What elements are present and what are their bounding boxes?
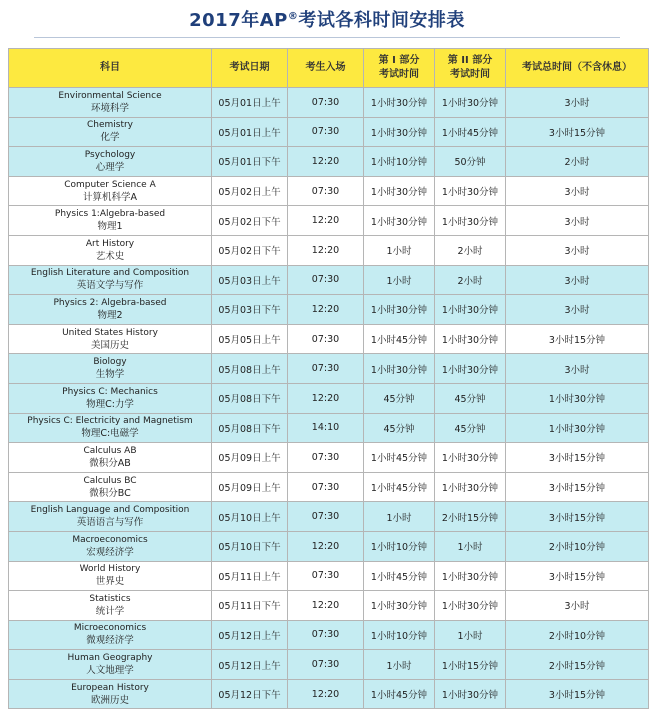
table-row	[9, 235, 649, 265]
subject-cell	[9, 235, 212, 265]
table-row	[9, 413, 649, 443]
part2-duration-cell: 1小时30分钟	[435, 324, 506, 354]
subject-chinese: 生物学	[95, 369, 125, 381]
date-cell: 05月09日上午	[212, 443, 288, 473]
header-part2-line2: 考试时间	[450, 69, 490, 80]
table-row	[9, 650, 649, 680]
total-duration-cell: 3小时	[506, 591, 649, 621]
total-duration-cell: 1小时30分钟	[506, 383, 649, 413]
header-part2	[435, 49, 506, 88]
header-date: 考试日期	[212, 49, 288, 88]
part2-duration-cell: 1小时15分钟	[435, 650, 506, 680]
subject-english: Biology	[93, 357, 127, 368]
part1-duration-cell: 1小时45分钟	[364, 679, 435, 709]
subject-english: Chemistry	[86, 120, 134, 131]
header-part2-line1: 第 II 部分	[447, 55, 493, 66]
table-row	[9, 117, 649, 147]
date-cell: 05月10日下午	[212, 531, 288, 561]
subject-cell	[9, 591, 212, 621]
subject-english: Physics 1:Algebra-based	[54, 209, 166, 220]
subject-cell	[9, 620, 212, 650]
date-cell: 05月03日下午	[212, 295, 288, 325]
part2-duration-cell: 2小时	[435, 265, 506, 295]
date-cell: 05月11日上午	[212, 561, 288, 591]
subject-english: Microeconomics	[73, 623, 147, 634]
subject-cell	[9, 561, 212, 591]
part1-duration-cell: 1小时	[364, 650, 435, 680]
header-entry: 考生入场	[288, 49, 364, 88]
table-row	[9, 147, 649, 177]
subject-english: European History	[71, 682, 149, 693]
schedule-table	[8, 48, 649, 709]
entry-time-cell: 07:30	[288, 265, 364, 295]
table-row	[9, 88, 649, 118]
table-row	[9, 265, 649, 295]
subject-cell	[9, 117, 212, 147]
header-total: 考试总时间（不含休息）	[506, 49, 649, 88]
subject-english: Physics C: Electricity and Magnetism	[27, 416, 193, 427]
subject-english: Computer Science A	[64, 179, 156, 190]
table-row	[9, 502, 649, 532]
part1-duration-cell: 1小时	[364, 502, 435, 532]
part1-duration-cell: 1小时10分钟	[364, 147, 435, 177]
entry-time-cell: 07:30	[288, 324, 364, 354]
table-row	[9, 561, 649, 591]
date-cell: 05月01日下午	[212, 147, 288, 177]
subject-chinese: 欧洲历史	[90, 694, 129, 706]
part2-duration-cell: 1小时30分钟	[435, 88, 506, 118]
subject-chinese: 艺术史	[95, 250, 125, 262]
date-cell: 05月12日上午	[212, 650, 288, 680]
part2-duration-cell: 1小时30分钟	[435, 679, 506, 709]
part1-duration-cell: 1小时45分钟	[364, 561, 435, 591]
part2-duration-cell: 1小时30分钟	[435, 206, 506, 236]
subject-english: Physics 2: Algebra-based	[53, 297, 167, 308]
part1-duration-cell: 1小时	[364, 265, 435, 295]
subject-chinese: 微观经济学	[86, 635, 134, 647]
entry-time-cell: 12:20	[288, 679, 364, 709]
title-main: 2017年AP	[189, 10, 288, 31]
entry-time-cell: 12:20	[288, 531, 364, 561]
table-row	[9, 206, 649, 236]
part1-duration-cell: 1小时45分钟	[364, 443, 435, 473]
entry-time-cell: 12:20	[288, 591, 364, 621]
total-duration-cell: 3小时15分钟	[506, 679, 649, 709]
total-duration-cell: 2小时15分钟	[506, 650, 649, 680]
table-row	[9, 324, 649, 354]
part2-duration-cell: 1小时	[435, 531, 506, 561]
subject-english: Macroeconomics	[72, 534, 148, 545]
part2-duration-cell: 45分钟	[435, 413, 506, 443]
subject-english: Art History	[85, 238, 135, 249]
subject-chinese: 英语文学与写作	[76, 280, 144, 292]
total-duration-cell: 3小时15分钟	[506, 117, 649, 147]
part1-duration-cell: 1小时30分钟	[364, 354, 435, 384]
page-title	[0, 6, 654, 32]
date-cell: 05月03日上午	[212, 265, 288, 295]
date-cell: 05月05日上午	[212, 324, 288, 354]
total-duration-cell: 1小时30分钟	[506, 413, 649, 443]
subject-chinese: 美国历史	[90, 339, 129, 351]
subject-cell	[9, 502, 212, 532]
subject-english: Physics C: Mechanics	[62, 386, 158, 397]
table-row	[9, 354, 649, 384]
total-duration-cell: 3小时	[506, 235, 649, 265]
part2-duration-cell: 1小时45分钟	[435, 117, 506, 147]
subject-english: Psychology	[84, 149, 136, 160]
part1-duration-cell: 1小时10分钟	[364, 531, 435, 561]
total-duration-cell: 3小时15分钟	[506, 324, 649, 354]
entry-time-cell: 12:20	[288, 206, 364, 236]
title-registered-mark: ®	[287, 11, 299, 22]
part2-duration-cell: 1小时30分钟	[435, 354, 506, 384]
subject-chinese: 计算机科学A	[83, 191, 137, 203]
part2-duration-cell: 50分钟	[435, 147, 506, 177]
table-row	[9, 679, 649, 709]
title-divider	[34, 37, 620, 38]
subject-cell	[9, 324, 212, 354]
date-cell: 05月12日下午	[212, 679, 288, 709]
date-cell: 05月10日上午	[212, 502, 288, 532]
date-cell: 05月09日上午	[212, 472, 288, 502]
date-cell: 05月02日下午	[212, 235, 288, 265]
subject-chinese: 人文地理学	[86, 665, 134, 677]
subject-chinese: 统计学	[95, 605, 125, 617]
subject-chinese: 世界史	[95, 576, 125, 588]
subject-chinese: 心理学	[95, 161, 125, 173]
part2-duration-cell: 1小时	[435, 620, 506, 650]
total-duration-cell: 2小时10分钟	[506, 620, 649, 650]
date-cell: 05月08日上午	[212, 354, 288, 384]
entry-time-cell: 12:20	[288, 295, 364, 325]
total-duration-cell: 2小时	[506, 147, 649, 177]
subject-english: United States History	[62, 327, 158, 338]
part1-duration-cell: 1小时30分钟	[364, 591, 435, 621]
header-subject: 科目	[9, 49, 212, 88]
part1-duration-cell: 1小时30分钟	[364, 206, 435, 236]
total-duration-cell: 3小时	[506, 354, 649, 384]
subject-chinese: 宏观经济学	[86, 546, 134, 558]
header-part1-line1: 第 I 部分	[378, 55, 420, 66]
subject-cell	[9, 472, 212, 502]
subject-chinese: 物理C:力学	[86, 398, 134, 410]
subject-chinese: 化学	[100, 132, 120, 144]
date-cell: 05月02日上午	[212, 176, 288, 206]
header-part1	[364, 49, 435, 88]
part1-duration-cell: 1小时10分钟	[364, 620, 435, 650]
subject-cell	[9, 176, 212, 206]
table-row	[9, 531, 649, 561]
subject-cell	[9, 443, 212, 473]
table-row	[9, 176, 649, 206]
part1-duration-cell: 1小时	[364, 235, 435, 265]
entry-time-cell: 12:20	[288, 235, 364, 265]
subject-english: Environmental Science	[58, 90, 162, 101]
date-cell: 05月02日下午	[212, 206, 288, 236]
part2-duration-cell: 1小时30分钟	[435, 176, 506, 206]
subject-chinese: 环境科学	[90, 102, 129, 114]
date-cell: 05月12日上午	[212, 620, 288, 650]
date-cell: 05月08日下午	[212, 413, 288, 443]
subject-cell	[9, 413, 212, 443]
table-row	[9, 620, 649, 650]
entry-time-cell: 12:20	[288, 383, 364, 413]
total-duration-cell: 3小时	[506, 88, 649, 118]
entry-time-cell: 07:30	[288, 620, 364, 650]
header-part1-line2: 考试时间	[379, 69, 419, 80]
entry-time-cell: 12:20	[288, 147, 364, 177]
part1-duration-cell: 45分钟	[364, 383, 435, 413]
subject-chinese: 物理C:电磁学	[81, 428, 139, 440]
subject-cell	[9, 354, 212, 384]
subject-chinese: 物理2	[97, 309, 123, 321]
total-duration-cell: 3小时	[506, 295, 649, 325]
date-cell: 05月01日上午	[212, 117, 288, 147]
part2-duration-cell: 1小时30分钟	[435, 472, 506, 502]
total-duration-cell: 3小时15分钟	[506, 472, 649, 502]
part2-duration-cell: 2小时15分钟	[435, 502, 506, 532]
entry-time-cell: 07:30	[288, 472, 364, 502]
total-duration-cell: 2小时10分钟	[506, 531, 649, 561]
date-cell: 05月01日上午	[212, 88, 288, 118]
subject-cell	[9, 295, 212, 325]
subject-english: Calculus BC	[83, 475, 137, 486]
part1-duration-cell: 1小时30分钟	[364, 88, 435, 118]
part1-duration-cell: 1小时45分钟	[364, 472, 435, 502]
part2-duration-cell: 45分钟	[435, 383, 506, 413]
table-row	[9, 383, 649, 413]
total-duration-cell: 3小时	[506, 206, 649, 236]
entry-time-cell: 07:30	[288, 502, 364, 532]
table-row	[9, 472, 649, 502]
subject-cell	[9, 147, 212, 177]
subject-cell	[9, 531, 212, 561]
part2-duration-cell: 1小时30分钟	[435, 443, 506, 473]
subject-chinese: 物理1	[97, 221, 123, 233]
total-duration-cell: 3小时	[506, 265, 649, 295]
subject-cell	[9, 679, 212, 709]
table-row	[9, 591, 649, 621]
subject-english: Calculus AB	[83, 445, 137, 456]
total-duration-cell: 3小时15分钟	[506, 561, 649, 591]
part1-duration-cell: 45分钟	[364, 413, 435, 443]
part1-duration-cell: 1小时30分钟	[364, 176, 435, 206]
subject-cell	[9, 206, 212, 236]
subject-cell	[9, 88, 212, 118]
subject-english: English Language and Composition	[30, 505, 190, 516]
entry-time-cell: 07:30	[288, 176, 364, 206]
date-cell: 05月08日下午	[212, 383, 288, 413]
subject-cell	[9, 265, 212, 295]
part1-duration-cell: 1小时45分钟	[364, 324, 435, 354]
table-row	[9, 295, 649, 325]
entry-time-cell: 14:10	[288, 413, 364, 443]
subject-english: Statistics	[89, 593, 131, 604]
total-duration-cell: 3小时15分钟	[506, 502, 649, 532]
title-bar	[0, 0, 654, 44]
subject-cell	[9, 650, 212, 680]
part1-duration-cell: 1小时30分钟	[364, 117, 435, 147]
entry-time-cell: 07:30	[288, 354, 364, 384]
entry-time-cell: 07:30	[288, 117, 364, 147]
entry-time-cell: 07:30	[288, 650, 364, 680]
subject-cell	[9, 383, 212, 413]
subject-chinese: 微积分BC	[89, 487, 131, 499]
part2-duration-cell: 1小时30分钟	[435, 295, 506, 325]
subject-english: World History	[79, 564, 141, 575]
table-row	[9, 443, 649, 473]
total-duration-cell: 3小时	[506, 176, 649, 206]
part1-duration-cell: 1小时30分钟	[364, 295, 435, 325]
entry-time-cell: 07:30	[288, 88, 364, 118]
title-rest: 考试各科时间安排表	[298, 10, 465, 31]
date-cell: 05月11日下午	[212, 591, 288, 621]
total-duration-cell: 3小时15分钟	[506, 443, 649, 473]
part2-duration-cell: 1小时30分钟	[435, 561, 506, 591]
entry-time-cell: 07:30	[288, 443, 364, 473]
part2-duration-cell: 2小时	[435, 235, 506, 265]
header-row	[9, 49, 649, 88]
subject-english: English Literature and Composition	[30, 268, 190, 279]
entry-time-cell: 07:30	[288, 561, 364, 591]
part2-duration-cell: 1小时30分钟	[435, 591, 506, 621]
subject-english: Human Geography	[67, 653, 153, 664]
subject-chinese: 英语语言与写作	[76, 517, 144, 529]
subject-chinese: 微积分AB	[89, 457, 131, 469]
